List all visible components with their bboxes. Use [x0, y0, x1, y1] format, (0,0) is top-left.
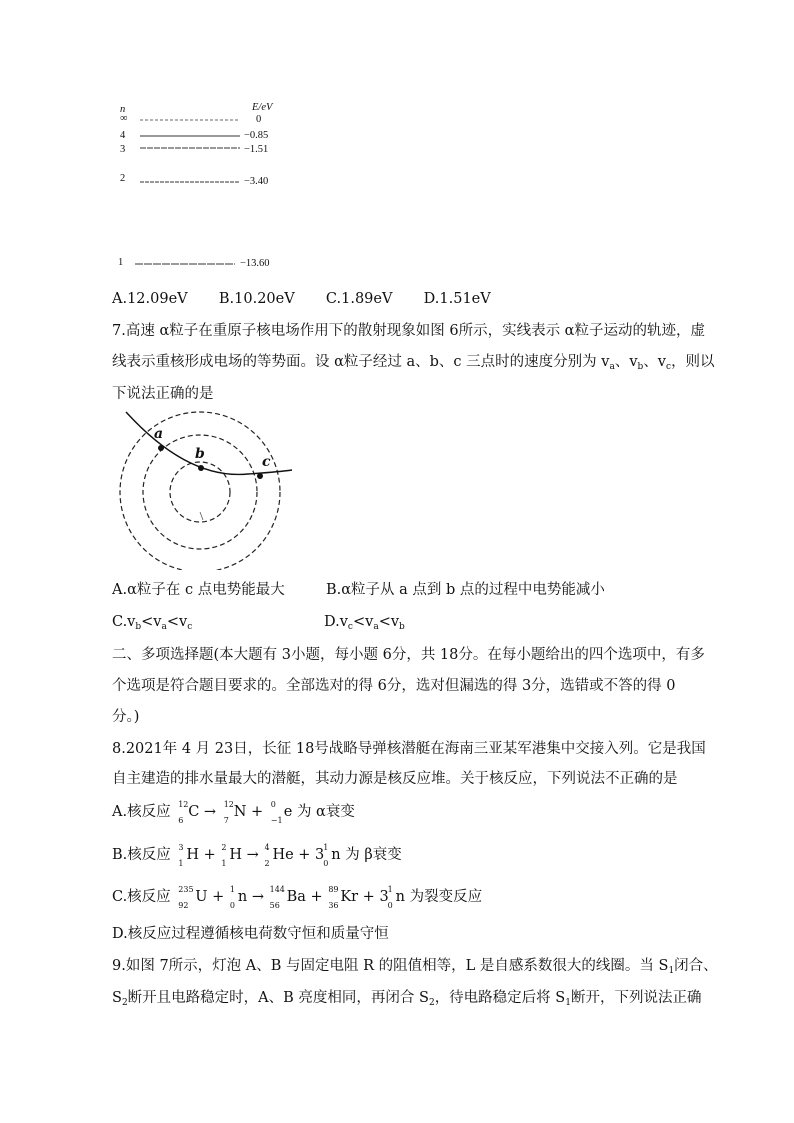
q6-option-c: C.1.89eV: [325, 291, 393, 307]
q7-options-row-2: [112, 612, 405, 637]
q6-option-b: B.10.20eV: [218, 291, 295, 307]
q7-figure-svg: [108, 410, 298, 570]
n-label-inf: ∞: [120, 113, 128, 124]
q8-option-d: D.核反应过程遵循核电荷数守恒和质量守恒: [112, 926, 389, 942]
e-label-inf: 0: [256, 114, 262, 125]
label-c: c: [262, 454, 271, 470]
e-header: E/eV: [252, 102, 273, 113]
label-a: a: [154, 426, 164, 442]
q9-line-2: $S_2$断开且电路稳定时，A、B 亮度相同，再闭合 $S_2$，待电路稳定后将 $S_1$断开，下列说法正确: [112, 990, 702, 1008]
e-label-3: −1.51: [244, 144, 269, 155]
equipotential-outer: [120, 412, 280, 570]
energy-level-lines: [110, 100, 330, 280]
point-c: [257, 473, 263, 479]
point-b: [198, 465, 204, 471]
q7-option-a: A.α粒子在 c 点电势能最大: [112, 582, 285, 598]
q6-option-a: A.12.09eV: [112, 291, 188, 307]
section2-line-3: 分。): [112, 709, 140, 725]
q6-option-d: D.1.51eV: [423, 291, 491, 307]
q7-figure: [108, 410, 298, 570]
section2-line-1: 二、多项选择题(本大题有 3小题，每小题 6分，共 18分。在每小题给出的四个选项中，有多: [112, 647, 705, 663]
point-a: [158, 445, 164, 451]
q7-options-row-1: [112, 580, 605, 600]
q7-line-3: 下说法正确的是: [112, 386, 214, 402]
e-label-1: −13.60: [240, 258, 270, 269]
q9-line-1: 9.如图 7所示，灯泡 A、B 与固定电阻 R 的阻值相等，L 是自感系数很大的线圈。当 $S_1$闭合、: [112, 958, 718, 976]
q7-line-1: 7.高速 α粒子在重原子核电场作用下的散射现象如图 6所示，实线表示 α粒子运动的轨迹，虚: [112, 323, 705, 339]
e-label-4: −0.85: [244, 130, 269, 141]
q8-option-c: C.核反应 235 92 U + 1 0 n → 144 56 Ba + 89 36 Kr + 3 1 0 n 为裂变反应: [112, 885, 483, 910]
q8-option-b: B.核反应 3 1 H + 2 1 H → 4 2 He + 3 1 0 n 为 β衰变: [112, 843, 402, 868]
n-label-2: 2: [120, 173, 126, 184]
n-label-1: 1: [118, 257, 124, 268]
energy-level-diagram: [110, 100, 330, 280]
section2-line-2: 个选项是符合题目要求的。全部选对的得 6分，选对但漏选的得 3分，选错或不答的得 0: [112, 678, 676, 694]
q8-option-a: A.核反应 12 6 C → 12 7 N + 0 −1 e 为 α衰变: [112, 800, 355, 825]
q8-line-2: 自主建造的排水量最大的潜艇，其动力源是核反应堆。关于核反应，下列说法不正确的是: [112, 771, 678, 787]
n-header: n: [120, 104, 126, 115]
q7-line-2: 线表示重核形成电场的等势面。设 α粒子经过 a、b、c 三点时的速度分别为 $v_a$、$v_b$、$v_c$，则以: [112, 354, 715, 372]
n-label-4: 4: [120, 130, 126, 141]
q7-option-b: B.α粒子从 a 点到 b 点的过程中电势能减小: [326, 582, 605, 598]
q7-option-d: $D.v_c<v_a<v_b$: [324, 614, 405, 632]
label-b: b: [195, 446, 205, 462]
nucleus-mark: [200, 512, 203, 520]
e-label-2: −3.40: [244, 176, 269, 187]
q7-option-c: $C.v_b<v_a<v_c$: [112, 614, 193, 632]
q6-options: [112, 289, 491, 309]
n-label-3: 3: [120, 144, 126, 155]
q8-line-1: 8.2021年 4 月 23日，长征 18号战略导弹核潜艇在海南三亚某军港集中交接入列。它是我国: [112, 741, 706, 757]
